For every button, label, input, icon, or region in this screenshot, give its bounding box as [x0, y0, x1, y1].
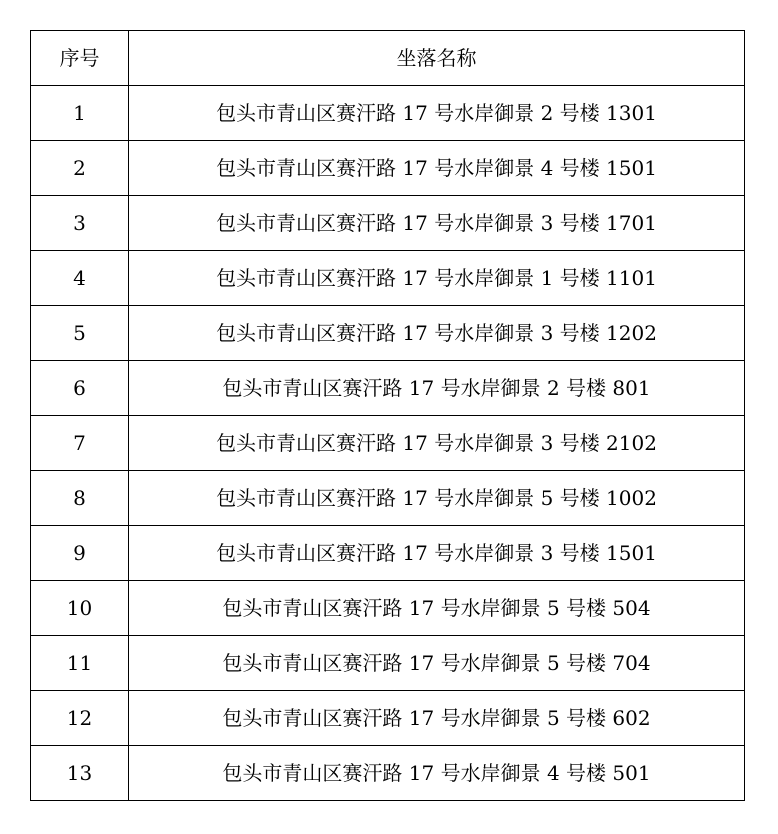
header-serial-number: 序号: [31, 31, 129, 86]
table-row: [31, 581, 745, 636]
cell-location-name: 包头市青山区赛汗路 17 号水岸御景 3 号楼 1501: [129, 526, 745, 581]
cell-serial-number: 11: [31, 636, 129, 691]
cell-location-name: 包头市青山区赛汗路 17 号水岸御景 5 号楼 504: [129, 581, 745, 636]
table-row: [31, 306, 745, 361]
header-location-name: 坐落名称: [129, 31, 745, 86]
table-row: [31, 196, 745, 251]
cell-serial-number: 1: [31, 86, 129, 141]
cell-location-name: 包头市青山区赛汗路 17 号水岸御景 3 号楼 1202: [129, 306, 745, 361]
cell-location-name: 包头市青山区赛汗路 17 号水岸御景 1 号楼 1101: [129, 251, 745, 306]
table-row: [31, 526, 745, 581]
cell-serial-number: 12: [31, 691, 129, 746]
table-row: [31, 636, 745, 691]
cell-serial-number: 8: [31, 471, 129, 526]
table-row: [31, 141, 745, 196]
table-header-row: [31, 31, 745, 86]
cell-serial-number: 4: [31, 251, 129, 306]
table-row: [31, 86, 745, 141]
address-table: [30, 30, 745, 801]
cell-location-name: 包头市青山区赛汗路 17 号水岸御景 5 号楼 602: [129, 691, 745, 746]
cell-location-name: 包头市青山区赛汗路 17 号水岸御景 4 号楼 1501: [129, 141, 745, 196]
cell-location-name: 包头市青山区赛汗路 17 号水岸御景 4 号楼 501: [129, 746, 745, 801]
cell-location-name: 包头市青山区赛汗路 17 号水岸御景 2 号楼 1301: [129, 86, 745, 141]
table-row: [31, 471, 745, 526]
cell-serial-number: 2: [31, 141, 129, 196]
cell-serial-number: 6: [31, 361, 129, 416]
cell-serial-number: 10: [31, 581, 129, 636]
table-row: [31, 416, 745, 471]
table-row: [31, 691, 745, 746]
cell-serial-number: 7: [31, 416, 129, 471]
cell-serial-number: 3: [31, 196, 129, 251]
cell-location-name: 包头市青山区赛汗路 17 号水岸御景 3 号楼 2102: [129, 416, 745, 471]
cell-serial-number: 5: [31, 306, 129, 361]
cell-location-name: 包头市青山区赛汗路 17 号水岸御景 2 号楼 801: [129, 361, 745, 416]
table-row: [31, 251, 745, 306]
table-row: [31, 746, 745, 801]
cell-location-name: 包头市青山区赛汗路 17 号水岸御景 5 号楼 1002: [129, 471, 745, 526]
cell-location-name: 包头市青山区赛汗路 17 号水岸御景 3 号楼 1701: [129, 196, 745, 251]
cell-serial-number: 13: [31, 746, 129, 801]
table-row: [31, 361, 745, 416]
cell-serial-number: 9: [31, 526, 129, 581]
cell-location-name: 包头市青山区赛汗路 17 号水岸御景 5 号楼 704: [129, 636, 745, 691]
